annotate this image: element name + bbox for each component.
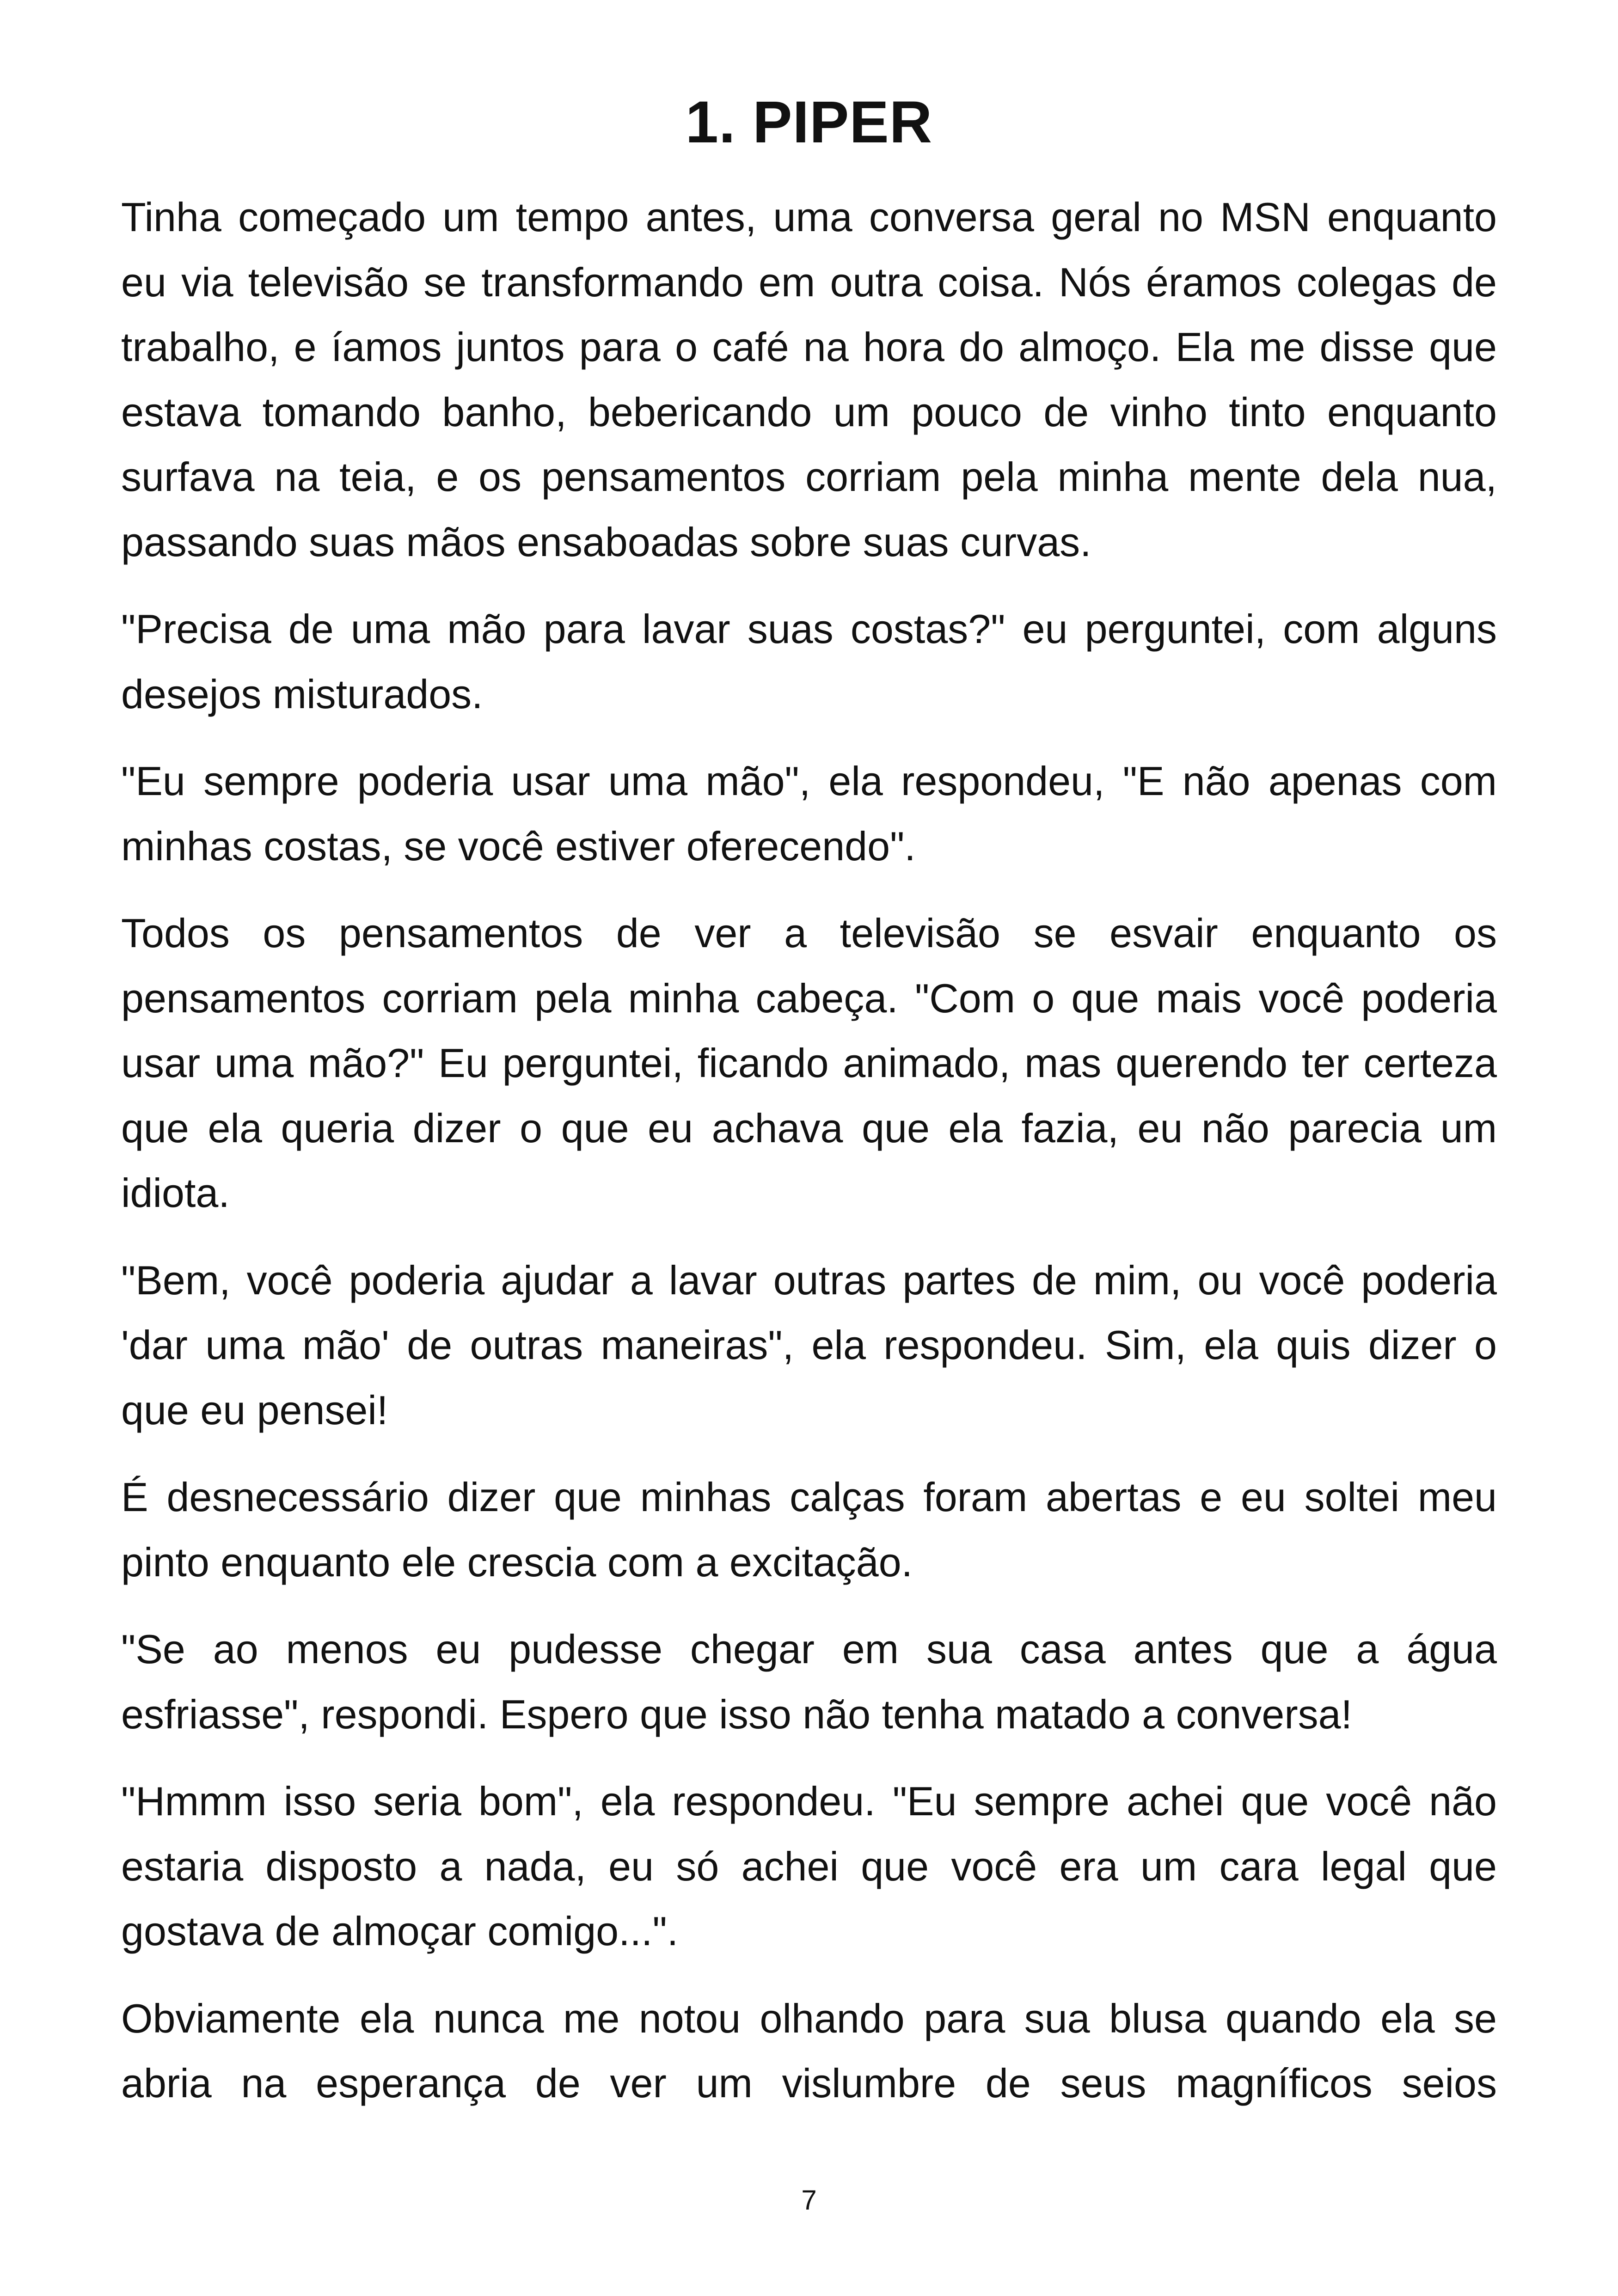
paragraph: "Hmmm isso seria bom", ela respondeu. "Eu sempre achei que você não estaria disposto a nada, eu só achei que você era um cara legal que gostava de almoçar comigo...". — [121, 1778, 1497, 1954]
chapter-title — [0, 86, 1618, 159]
paragraph: "Precisa de uma mão para lavar suas costas?" eu perguntei, com alguns desejos misturados. — [121, 606, 1497, 717]
paragraph: "Se ao menos eu pudesse chegar em sua casa antes que a água esfriasse", respondi. Espero que isso não tenha matado a conversa! — [121, 1626, 1497, 1737]
paragraph: "Eu sempre poderia usar uma mão", ela respondeu, "E não apenas com minhas costas, se você estiver oferecendo". — [121, 758, 1497, 869]
paragraph: Tinha começado um tempo antes, uma conversa geral no MSN enquanto eu via televisão se transformando em outra coisa. Nós éramos colegas de trabalho, e íamos juntos para o café na hora do almoço. Ela me disse que estava tomando banho, bebericando um pouco de vinho tinto enquanto surfava na teia, e os pensamentos corriam pela minha mente dela nua, passando suas mãos ensaboadas sobre suas curvas. — [121, 194, 1497, 565]
paragraph: Todos os pensamentos de ver a televisão se esvair enquanto os pensamentos corriam pela minha cabeça. "Com o que mais você poderia usar uma mão?" Eu perguntei, ficando animado, mas querendo ter certeza que ela queria dizer o que eu achava que ela fazia, eu não parecia um idiota. — [121, 910, 1497, 1216]
paragraph-continued: Obviamente ela nunca me notou olhando para sua blusa quando ela se abria na esperança de ver um vislumbre de seus magníficos seios — [121, 1995, 1497, 2106]
chapter-body — [121, 185, 1497, 2116]
chapter-title-text: 1. PIPER — [685, 89, 933, 155]
paragraph: "Bem, você poderia ajudar a lavar outras partes de mim, ou você poderia 'dar uma mão' de outras maneiras", ela respondeu. Sim, ela quis dizer o que eu pensei! — [121, 1257, 1497, 1433]
paragraph: É desnecessário dizer que minhas calças foram abertas e eu soltei meu pinto enquanto ele crescia com a excitação. — [121, 1474, 1497, 1585]
page-number: 7 — [801, 2185, 817, 2216]
